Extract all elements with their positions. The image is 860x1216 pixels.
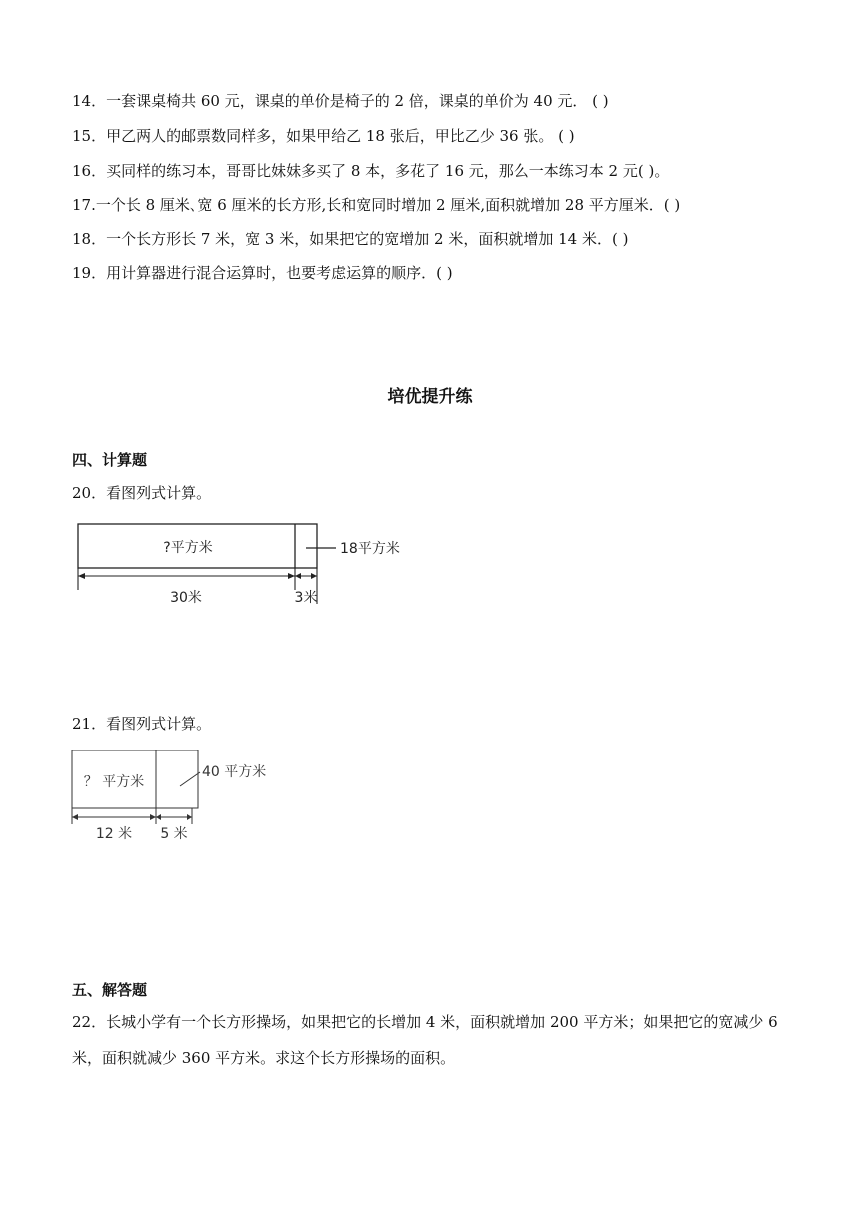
question-17: 17.一个长 8 厘米､宽 6 厘米的长方形,长和宽同时增加 2 厘米,面积就增加 28 平方厘米．( ) <box>72 196 681 214</box>
fig21-dim-2: 5 米 <box>160 826 188 842</box>
fig21-right-label: 40 平方米 <box>202 764 267 780</box>
question-22: 22．长城小学有一个长方形操场，如果把它的长增加 4 米，面积就增加 200 平方米；如果把它的宽减少 6 米，面积就减少 360 平方米。求这个长方形操场的面积。 <box>72 1013 778 1067</box>
question-21: 21．看图列式计算。 <box>72 715 212 733</box>
question-19: 19．用计算器进行混合运算时，也要考虑运算的顺序．( ) <box>72 264 453 282</box>
fig21-pointer <box>180 772 200 786</box>
fig20-inner-label: ?平方米 <box>163 540 213 556</box>
question-18: 18．一个长方形长 7 米，宽 3 米，如果把它的宽增加 2 米，面积就增加 14 米．( ) <box>72 230 629 248</box>
section-title: 培优提升练 <box>387 387 473 407</box>
part5-heading: 五、解答题 <box>72 981 148 999</box>
part4-heading: 四、计算题 <box>72 451 148 469</box>
fig20-dim-2: 3米 <box>294 590 318 606</box>
question-20: 20．看图列式计算。 <box>72 484 212 502</box>
question-14: 14．一套课桌椅共 60 元，课桌的单价是椅子的 2 倍，课桌的单价为 40 元． ( ) <box>72 92 609 110</box>
fig20-right-label: 18平方米 <box>340 541 400 557</box>
fig20-dim-1: 30米 <box>170 590 202 606</box>
figure-20 <box>70 518 420 610</box>
question-16: 16．买同样的练习本，哥哥比妹妹多买了 8 本，多花了 16 元，那么一本练习本 2 元( )。 <box>72 162 670 180</box>
fig21-inner-label: ？ 平方米 <box>83 774 145 790</box>
figure-21 <box>66 750 286 842</box>
fig21-dim-1: 12 米 <box>95 826 133 842</box>
question-15: 15．甲乙两人的邮票数同样多，如果甲给乙 18 张后，甲比乙少 36 张。 ( ) <box>72 127 575 145</box>
